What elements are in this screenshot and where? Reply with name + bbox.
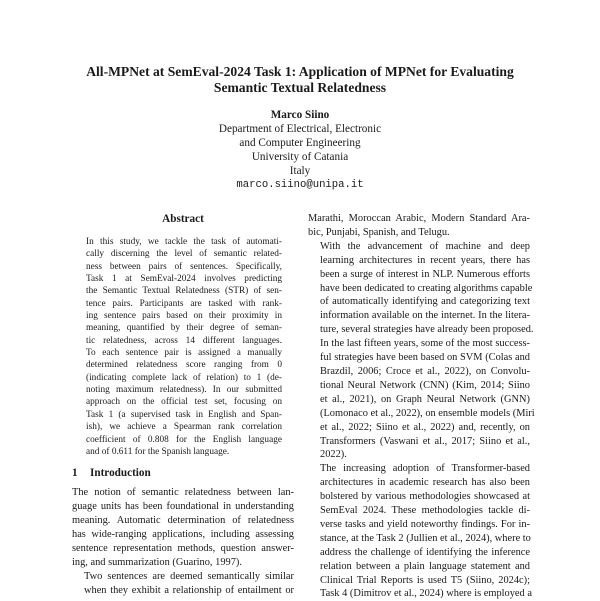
text-line: tic relatedness, across 14 different languages.: [86, 335, 282, 346]
author-email: marco.siino@unipa.it: [236, 179, 364, 191]
text-line: 2022).: [320, 449, 347, 461]
text-line: To each sentence pair is assigned a manually: [86, 348, 282, 359]
section-heading-introduction: [72, 466, 294, 480]
text-line: meaning. Automatic determination of relatedness: [72, 515, 294, 526]
text-line: ing sentence pairs based on their proximity in: [86, 311, 282, 322]
text-line: tence pairs. Participants are tasked with rank-: [86, 298, 282, 309]
text-line: architectures in academic research has also been: [320, 477, 530, 489]
text-line: bic, Punjabi, Spanish, and Telugu.: [308, 226, 450, 238]
paper-title: [40, 64, 560, 96]
text-line: sentence representation methods, question answer-: [72, 542, 294, 554]
affiliation-line: Italy: [289, 165, 311, 177]
text-line: Task 4 (Dimitrov et al., 2024) where is employed a: [320, 588, 532, 600]
text-line: Task 1 (a supervised task in English and Span-: [86, 409, 282, 420]
text-line: and of 0.611 for the Spanish language.: [86, 446, 230, 457]
text-line: determined relatedness score ranging from 0: [86, 360, 282, 371]
text-line: (indicating complete lack of relation) to 1 (de-: [86, 372, 282, 383]
text-line: ture, several strategies have already been proposed.: [320, 324, 534, 336]
text-line: ful strategies have been based on SVM (Colas and: [320, 352, 530, 364]
body-paragraph: [308, 212, 530, 240]
affiliation-line: and Computer Engineering: [239, 137, 361, 149]
affiliation-line: Department of Electrical, Electronic: [218, 123, 382, 135]
abstract-heading: Abstract: [162, 213, 204, 225]
text-line: Two sentences are deemed semantically similar: [84, 570, 294, 582]
text-line: ing, and summarization (Guarino, 1997).: [72, 556, 242, 568]
right-column: [308, 212, 535, 601]
text-line: ish), we achieve a Spearman rank correlation: [86, 422, 282, 433]
text-line: has wide-ranging applications, including assessing: [72, 528, 294, 540]
text-line: bolstered by various methodologies showcased at: [320, 491, 530, 503]
text-line: et al., 2021), on Graph Neural Network (GNN): [320, 393, 530, 405]
text-line: the Semantic Textual Relatedness (STR) of sen-: [86, 286, 282, 297]
text-line: SemEval 2024. These methodologies tackle di-: [320, 505, 530, 517]
text-line: Marathi, Moroccan Arabic, Modern Standard Ara-: [308, 213, 530, 224]
text-line: coefficient of 0.808 for the English language: [86, 434, 282, 445]
abstract-body: [86, 236, 282, 458]
text-line: guage units has been foundational in understanding: [72, 501, 294, 513]
title-line: Semantic Textual Relatedness: [213, 80, 387, 95]
intro-paragraph: [72, 570, 294, 598]
text-line: The increasing adoption of Transformer-based: [320, 463, 530, 475]
title-line: All-MPNet at SemEval-2024 Task 1: Application of MPNet for Evaluating: [86, 64, 514, 79]
intro-paragraph: [72, 486, 294, 569]
text-line: been a surge of interest in NLP. Numerous efforts: [320, 268, 530, 280]
author-block: [150, 108, 450, 192]
section-number: 1: [72, 467, 78, 480]
text-line: et al., 2022; Siino et al., 2022) and, recently, on: [320, 421, 530, 433]
text-line: In the last fifteen years, some of the most success-: [320, 338, 530, 350]
section-title: Introduction: [90, 467, 151, 480]
text-line: approach on the official test set, focusing on: [86, 397, 282, 408]
text-line: (Lomonaco et al., 2022), on ensemble models (Miri: [320, 407, 535, 419]
text-line: Brazdil, 2006; Croce et al., 2022), on Convolu-: [320, 365, 530, 377]
left-column: [72, 212, 294, 597]
affiliation-line: University of Catania: [251, 151, 349, 163]
text-line: relation between a plain language statement and: [320, 560, 530, 572]
body-paragraph: [308, 462, 530, 601]
text-line: when they exhibit a relationship of entailment or: [84, 584, 294, 596]
text-line: meaning, quantified by their degree of seman-: [86, 323, 282, 334]
text-line: Task 1 at SemEval-2024 involves predicting: [86, 274, 282, 285]
text-line: noting maximum relatedness). In our submitted: [86, 385, 282, 396]
text-line: verse tasks and yield noteworthy findings. For in-: [320, 518, 530, 530]
text-line: learning architectures in recent years, there has: [320, 254, 530, 266]
text-line: of automatically identifying and categorizing text: [320, 296, 530, 308]
text-line: In this study, we tackle the task of automati-: [86, 237, 282, 247]
text-line: have been dedicated to creating algorithms capable: [320, 282, 533, 294]
text-line: tional Neural Network (CNN) (Kim, 2014; Siino: [320, 379, 530, 391]
text-line: ness between pairs of sentences. Specifically,: [86, 261, 282, 272]
author-name: Marco Siino: [270, 109, 330, 121]
text-line: address the challenge of identifying the inference: [320, 546, 530, 558]
text-line: information available on the internet. In the litera-: [320, 310, 530, 322]
text-line: Transformers (Vaswani et al., 2017; Siino et al.,: [320, 435, 530, 447]
body-paragraph: [308, 240, 535, 463]
text-line: Clinical Trial Reports is used T5 (Siino, 2024c);: [320, 574, 530, 586]
text-line: The notion of semantic relatedness between lan-: [72, 487, 294, 499]
text-line: stance, at the Task 2 (Jullien et al., 2024), where to: [320, 532, 531, 544]
text-line: With the advancement of machine and deep: [320, 240, 530, 252]
text-line: cally discerning the level of semantic related-: [86, 249, 282, 260]
